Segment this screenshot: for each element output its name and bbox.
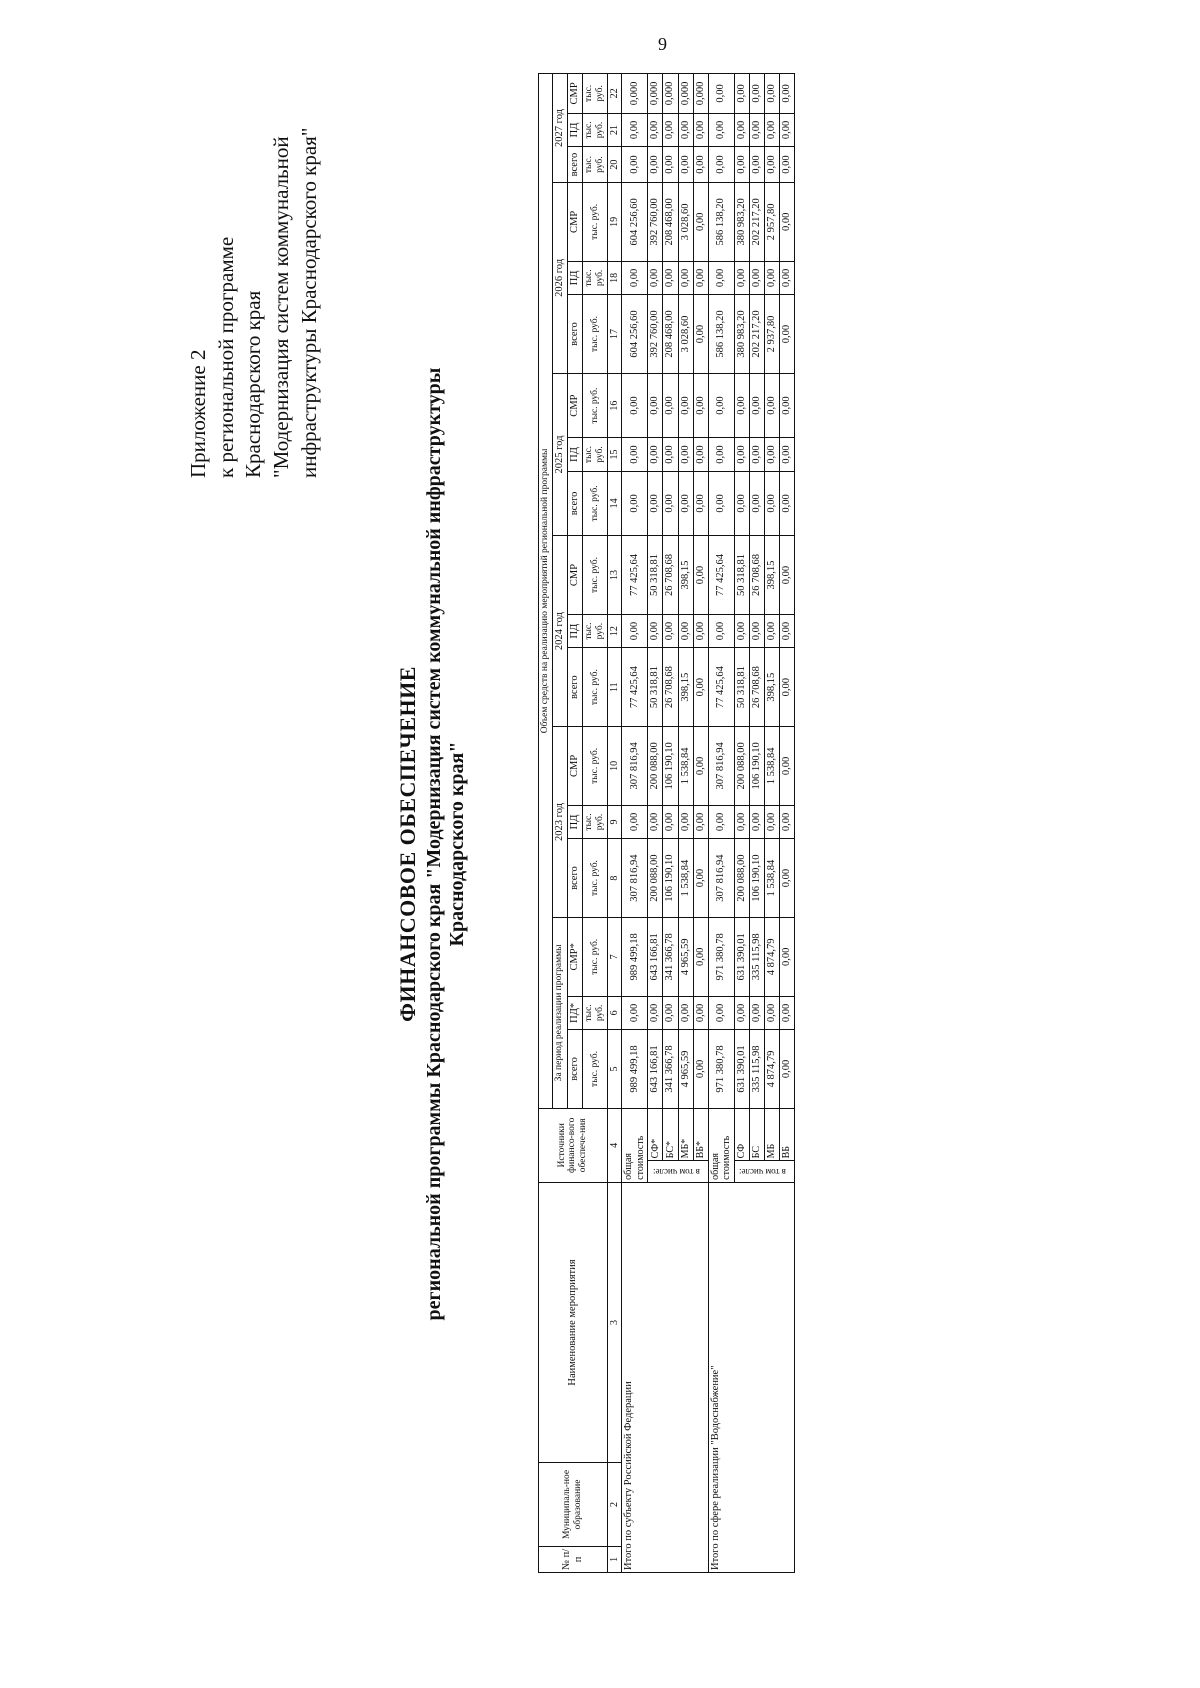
header-activity: Наименование мероприятия (539, 1182, 608, 1462)
value-cell: 0,00 (708, 438, 734, 471)
value-cell: 106 190,10 (749, 839, 764, 918)
value-cell: 398,15 (764, 648, 779, 727)
value-cell: 200 088,00 (734, 727, 749, 806)
value-cell: 0,00 (734, 74, 749, 114)
value-cell: 0,00 (779, 839, 794, 918)
value-cell: 0,00 (663, 113, 678, 146)
value-cell: 307 816,94 (622, 727, 648, 806)
value-cell: 0,00 (693, 113, 708, 146)
header-year-2025: 2025 год (552, 373, 567, 535)
value-cell: 1 538,84 (678, 839, 693, 918)
value-cell: 0,00 (622, 438, 648, 471)
title-line-1: ФИНАНСОВОЕ ОБЕСПЕЧЕНИЕ (395, 666, 420, 1022)
value-cell: 604 256,60 (622, 295, 648, 374)
header-unit: тыс. руб. (583, 147, 608, 183)
header-period: За период реализации программы (552, 917, 567, 1108)
value-cell: 0,00 (708, 614, 734, 647)
header-unit: тыс. руб. (583, 614, 608, 647)
value-cell: 0,00 (708, 74, 734, 114)
header-year-2027: 2027 год (552, 74, 567, 183)
header-smr: СМР (567, 373, 582, 437)
value-cell: 0,00 (764, 471, 779, 535)
header-unit: тыс. руб. (583, 471, 608, 535)
value-cell: 604 256,60 (622, 182, 648, 261)
section-total-row (708, 74, 734, 1573)
value-cell: 0,00 (764, 996, 779, 1029)
value-cell: 1 538,84 (678, 727, 693, 806)
value-cell: 0,00 (779, 295, 794, 374)
header-unit: тыс. руб. (583, 805, 608, 838)
value-cell: 0,00 (693, 1030, 708, 1109)
value-cell: 4 874,79 (764, 1030, 779, 1109)
document-title (395, 0, 469, 1688)
value-cell: 989 499,18 (622, 917, 648, 996)
value-cell: 586 138,20 (708, 182, 734, 261)
value-cell: 0,00 (749, 471, 764, 535)
header-total: всего (567, 648, 582, 727)
header-year-2023: 2023 год (552, 727, 567, 918)
value-cell: 0,00 (678, 113, 693, 146)
appendix-line: Приложение 2 (186, 349, 210, 478)
value-cell: 0,00 (764, 261, 779, 294)
value-cell: 0,00 (693, 839, 708, 918)
value-cell: 0,00 (779, 996, 794, 1029)
value-cell: 0,00 (622, 113, 648, 146)
header-total: всего (567, 471, 582, 535)
value-cell: 50 318,81 (734, 536, 749, 615)
title-line-3: Краснодарского края" (446, 741, 468, 947)
value-cell: 0,00 (734, 113, 749, 146)
value-cell: 0,00 (779, 182, 794, 261)
header-municipality: Муниципаль-ное образование (539, 1463, 608, 1547)
value-cell: 2 937,80 (764, 295, 779, 374)
value-cell: 0,00 (779, 373, 794, 437)
funding-source: СФ (734, 1108, 749, 1161)
value-cell: 0,00 (708, 373, 734, 437)
appendix-line: к региональной программе (213, 236, 238, 478)
funding-source: БС (749, 1108, 764, 1161)
title-line-2: региональной программы Краснодарского края "Модернизация систем коммунальной инфраструктуры (423, 367, 445, 1321)
header-unit: тыс. руб. (583, 295, 608, 374)
value-cell: 989 499,18 (622, 1030, 648, 1109)
value-cell: 643 166,81 (648, 1030, 663, 1109)
value-cell: 0,00 (749, 113, 764, 146)
value-cell: 0,00 (779, 74, 794, 114)
value-cell: 0,00 (779, 471, 794, 535)
value-cell: 0,00 (678, 471, 693, 535)
value-cell: 0,00 (764, 113, 779, 146)
value-cell: 0,00 (779, 438, 794, 471)
value-cell: 971 380,78 (708, 917, 734, 996)
value-cell: 0,00 (779, 917, 794, 996)
value-cell: 380 983,20 (734, 295, 749, 374)
value-cell: 1 538,84 (764, 839, 779, 918)
appendix-line: Краснодарского края (241, 290, 266, 478)
column-number: 14 (607, 471, 622, 535)
value-cell: 0,00 (663, 471, 678, 535)
value-cell: 50 318,81 (734, 648, 749, 727)
value-cell: 0,00 (663, 438, 678, 471)
value-cell: 392 760,00 (648, 182, 663, 261)
value-cell: 0,000 (622, 74, 648, 114)
value-cell: 4 965,59 (678, 917, 693, 996)
value-cell: 0,00 (678, 996, 693, 1029)
header-unit: тыс. руб. (583, 113, 608, 146)
header-pd: ПД (567, 805, 582, 838)
funding-source: ВБ* (693, 1108, 708, 1161)
value-cell: 0,00 (663, 147, 678, 183)
value-cell: 208 468,00 (663, 182, 678, 261)
value-cell: 0,00 (648, 614, 663, 647)
value-cell: 341 366,78 (663, 917, 678, 996)
funding-source: МБ* (678, 1108, 693, 1161)
value-cell: 0,00 (693, 614, 708, 647)
value-cell: 0,00 (678, 614, 693, 647)
value-cell: 1 538,84 (764, 727, 779, 806)
header-total: всего (567, 295, 582, 374)
column-number: 5 (607, 1030, 622, 1109)
value-cell: 0,000 (693, 74, 708, 114)
value-cell: 0,00 (693, 295, 708, 374)
value-cell: 0,00 (693, 147, 708, 183)
section-total-row (622, 74, 648, 1573)
appendix-line: инфраструктуры Краснодарского края" (296, 127, 321, 478)
value-cell: 0,00 (749, 261, 764, 294)
value-cell: 0,00 (779, 147, 794, 183)
column-number: 12 (607, 614, 622, 647)
column-number: 11 (607, 648, 622, 727)
header-smr: СМР (567, 536, 582, 615)
column-number: 7 (607, 917, 622, 996)
column-number: 6 (607, 996, 622, 1029)
header-unit: тыс. руб. (583, 996, 608, 1029)
value-cell: 307 816,94 (622, 839, 648, 918)
value-cell: 0,00 (749, 805, 764, 838)
value-cell: 202 217,20 (749, 295, 764, 374)
value-cell: 380 983,20 (734, 182, 749, 261)
value-cell: 200 088,00 (648, 839, 663, 918)
value-cell: 0,00 (779, 536, 794, 615)
value-cell: 0,00 (622, 373, 648, 437)
header-pd: ПД (567, 438, 582, 471)
value-cell: 307 816,94 (708, 839, 734, 918)
value-cell: 0,00 (779, 648, 794, 727)
value-cell: 0,00 (622, 471, 648, 535)
value-cell: 0,00 (622, 614, 648, 647)
value-cell: 0,00 (779, 614, 794, 647)
value-cell: 0,00 (693, 727, 708, 806)
value-cell: 971 380,78 (708, 1030, 734, 1109)
header-unit: тыс. руб. (583, 839, 608, 918)
value-cell: 0,00 (693, 471, 708, 535)
value-cell: 0,00 (648, 373, 663, 437)
value-cell: 0,00 (693, 373, 708, 437)
value-cell: 0,00 (678, 147, 693, 183)
value-cell: 0,00 (663, 996, 678, 1029)
header-pd: ПД (567, 261, 582, 294)
value-cell: 0,000 (648, 74, 663, 114)
header-total: всего (567, 1030, 582, 1109)
in-that-number-text: в том числе: (652, 1166, 700, 1177)
column-number: 22 (607, 74, 622, 114)
value-cell: 0,00 (678, 805, 693, 838)
appendix-note (185, 128, 324, 478)
header-unit: тыс. руб. (583, 917, 608, 996)
value-cell: 77 425,64 (622, 648, 648, 727)
value-cell: 77 425,64 (622, 536, 648, 615)
value-cell: 0,00 (749, 147, 764, 183)
header-total: всего (567, 147, 582, 183)
value-cell: 0,00 (779, 113, 794, 146)
value-cell: 0,00 (693, 536, 708, 615)
header-unit: тыс. руб. (583, 373, 608, 437)
column-number: 15 (607, 438, 622, 471)
value-cell: 0,00 (764, 373, 779, 437)
column-number: 20 (607, 147, 622, 183)
column-number: 19 (607, 182, 622, 261)
header-total: всего (567, 839, 582, 918)
value-cell: 0,00 (764, 614, 779, 647)
value-cell: 3 028,60 (678, 182, 693, 261)
value-cell: 0,00 (764, 74, 779, 114)
value-cell: 0,00 (693, 805, 708, 838)
value-cell: 0,00 (678, 373, 693, 437)
header-smr: СМР* (567, 917, 582, 996)
section-label: Итого по субъекту Российской Федерации (622, 1182, 708, 1572)
header-unit: тыс. руб. (583, 261, 608, 294)
value-cell: 0,00 (648, 438, 663, 471)
value-cell: 77 425,64 (708, 648, 734, 727)
funding-source: ВБ (779, 1108, 794, 1161)
value-cell: 208 468,00 (663, 295, 678, 374)
value-cell: 398,15 (678, 648, 693, 727)
value-cell: 307 816,94 (708, 727, 734, 806)
header-unit: тыс. руб. (583, 182, 608, 261)
value-cell: 0,00 (734, 471, 749, 535)
value-cell: 0,00 (663, 805, 678, 838)
value-cell: 392 760,00 (648, 295, 663, 374)
header-unit: тыс. руб. (583, 648, 608, 727)
value-cell: 335 115,98 (749, 1030, 764, 1109)
column-number: 10 (607, 727, 622, 806)
value-cell: 335 115,98 (749, 917, 764, 996)
value-cell: 106 190,10 (663, 839, 678, 918)
column-number-row (607, 74, 622, 1573)
in-that-number-label (648, 1161, 708, 1182)
header-no: № п/п (539, 1546, 608, 1572)
value-cell: 0,00 (734, 438, 749, 471)
value-cell: 0,00 (648, 147, 663, 183)
value-cell: 0,00 (734, 614, 749, 647)
value-cell: 4 874,79 (764, 917, 779, 996)
value-cell: 631 390,01 (734, 1030, 749, 1109)
header-smr: СМР (567, 182, 582, 261)
value-cell: 0,00 (622, 261, 648, 294)
value-cell: 0,00 (779, 1030, 794, 1109)
value-cell: 0,00 (693, 261, 708, 294)
value-cell: 0,00 (734, 261, 749, 294)
financing-table (538, 73, 795, 1573)
value-cell: 0,00 (779, 805, 794, 838)
header-pd: ПД* (567, 996, 582, 1029)
value-cell: 0,00 (693, 438, 708, 471)
header-unit: тыс. руб. (583, 536, 608, 615)
value-cell: 200 088,00 (734, 839, 749, 918)
total-cost-label: общая стоимость (708, 1108, 734, 1182)
value-cell: 0,00 (708, 996, 734, 1029)
value-cell: 200 088,00 (648, 727, 663, 806)
in-that-number-label (734, 1161, 794, 1182)
value-cell: 4 965,59 (678, 1030, 693, 1109)
value-cell: 0,00 (693, 648, 708, 727)
header-year-2026: 2026 год (552, 182, 567, 373)
value-cell: 0,00 (663, 614, 678, 647)
value-cell: 202 217,20 (749, 182, 764, 261)
value-cell: 0,00 (648, 113, 663, 146)
value-cell: 0,00 (648, 471, 663, 535)
value-cell: 0,00 (693, 996, 708, 1029)
value-cell: 0,00 (693, 917, 708, 996)
column-number: 9 (607, 805, 622, 838)
funding-source: СФ* (648, 1108, 663, 1161)
value-cell: 0,00 (708, 113, 734, 146)
value-cell: 0,00 (764, 147, 779, 183)
column-number: 18 (607, 261, 622, 294)
value-cell: 0,00 (749, 614, 764, 647)
header-volume: Объем средств на реализацию мероприятий региональной программы (539, 74, 553, 1109)
column-number: 1 (607, 1546, 622, 1572)
value-cell: 106 190,10 (663, 727, 678, 806)
value-cell: 586 138,20 (708, 295, 734, 374)
value-cell: 0,00 (622, 805, 648, 838)
column-number: 8 (607, 839, 622, 918)
column-number: 17 (607, 295, 622, 374)
column-number: 2 (607, 1463, 622, 1547)
value-cell: 0,00 (648, 996, 663, 1029)
value-cell: 0,00 (734, 373, 749, 437)
value-cell: 0,00 (708, 261, 734, 294)
value-cell: 26 708,68 (749, 536, 764, 615)
header-unit: тыс. руб. (583, 1030, 608, 1109)
appendix-line: "Модернизация систем коммунальной (269, 136, 294, 478)
value-cell: 0,00 (749, 373, 764, 437)
value-cell: 341 366,78 (663, 1030, 678, 1109)
value-cell: 0,00 (622, 147, 648, 183)
header-smr: СМР (567, 727, 582, 806)
value-cell: 0,00 (622, 996, 648, 1029)
value-cell: 0,00 (708, 805, 734, 838)
value-cell: 0,00 (648, 261, 663, 294)
header-source: Источники финансо-вого обеспече-ния (539, 1108, 608, 1182)
value-cell: 0,00 (648, 805, 663, 838)
value-cell: 0,00 (779, 261, 794, 294)
value-cell: 0,00 (708, 471, 734, 535)
page-number: 9 (658, 34, 667, 54)
in-that-number-text: в том числе: (738, 1166, 786, 1177)
value-cell: 0,00 (749, 996, 764, 1029)
column-number: 21 (607, 113, 622, 146)
value-cell: 0,00 (678, 261, 693, 294)
value-cell: 0,000 (663, 74, 678, 114)
value-cell: 50 318,81 (648, 536, 663, 615)
value-cell: 26 708,68 (749, 648, 764, 727)
value-cell: 0,00 (663, 261, 678, 294)
value-cell: 398,15 (764, 536, 779, 615)
total-cost-label: общая стоимость (622, 1108, 648, 1182)
header-unit: тыс. руб. (583, 438, 608, 471)
header-unit: тыс. руб. (583, 74, 608, 114)
value-cell: 77 425,64 (708, 536, 734, 615)
value-cell: 0,00 (663, 373, 678, 437)
column-number: 4 (607, 1108, 622, 1182)
funding-source: БС* (663, 1108, 678, 1161)
value-cell: 50 318,81 (648, 648, 663, 727)
value-cell: 398,15 (678, 536, 693, 615)
funding-source: МБ (764, 1108, 779, 1161)
header-pd: ПД (567, 113, 582, 146)
value-cell: 2 957,80 (764, 182, 779, 261)
value-cell: 0,00 (708, 147, 734, 183)
value-cell: 3 028,60 (678, 295, 693, 374)
value-cell: 26 708,68 (663, 648, 678, 727)
value-cell: 0,00 (693, 182, 708, 261)
value-cell: 0,00 (678, 438, 693, 471)
section-label: Итого по сфере реализации "Водоснабжение" (708, 1182, 794, 1572)
column-number: 3 (607, 1182, 622, 1462)
value-cell: 0,00 (779, 727, 794, 806)
value-cell: 643 166,81 (648, 917, 663, 996)
value-cell: 0,00 (764, 438, 779, 471)
column-number: 13 (607, 536, 622, 615)
value-cell: 0,000 (678, 74, 693, 114)
value-cell: 26 708,68 (663, 536, 678, 615)
value-cell: 0,00 (734, 996, 749, 1029)
value-cell: 0,00 (734, 805, 749, 838)
value-cell: 0,00 (749, 74, 764, 114)
value-cell: 0,00 (764, 805, 779, 838)
header-year-2024: 2024 год (552, 536, 567, 727)
header-smr: СМР (567, 74, 582, 114)
header-unit: тыс. руб. (583, 727, 608, 806)
value-cell: 631 390,01 (734, 917, 749, 996)
value-cell: 106 190,10 (749, 727, 764, 806)
column-number: 16 (607, 373, 622, 437)
header-pd: ПД (567, 614, 582, 647)
value-cell: 0,00 (749, 438, 764, 471)
value-cell: 0,00 (734, 147, 749, 183)
